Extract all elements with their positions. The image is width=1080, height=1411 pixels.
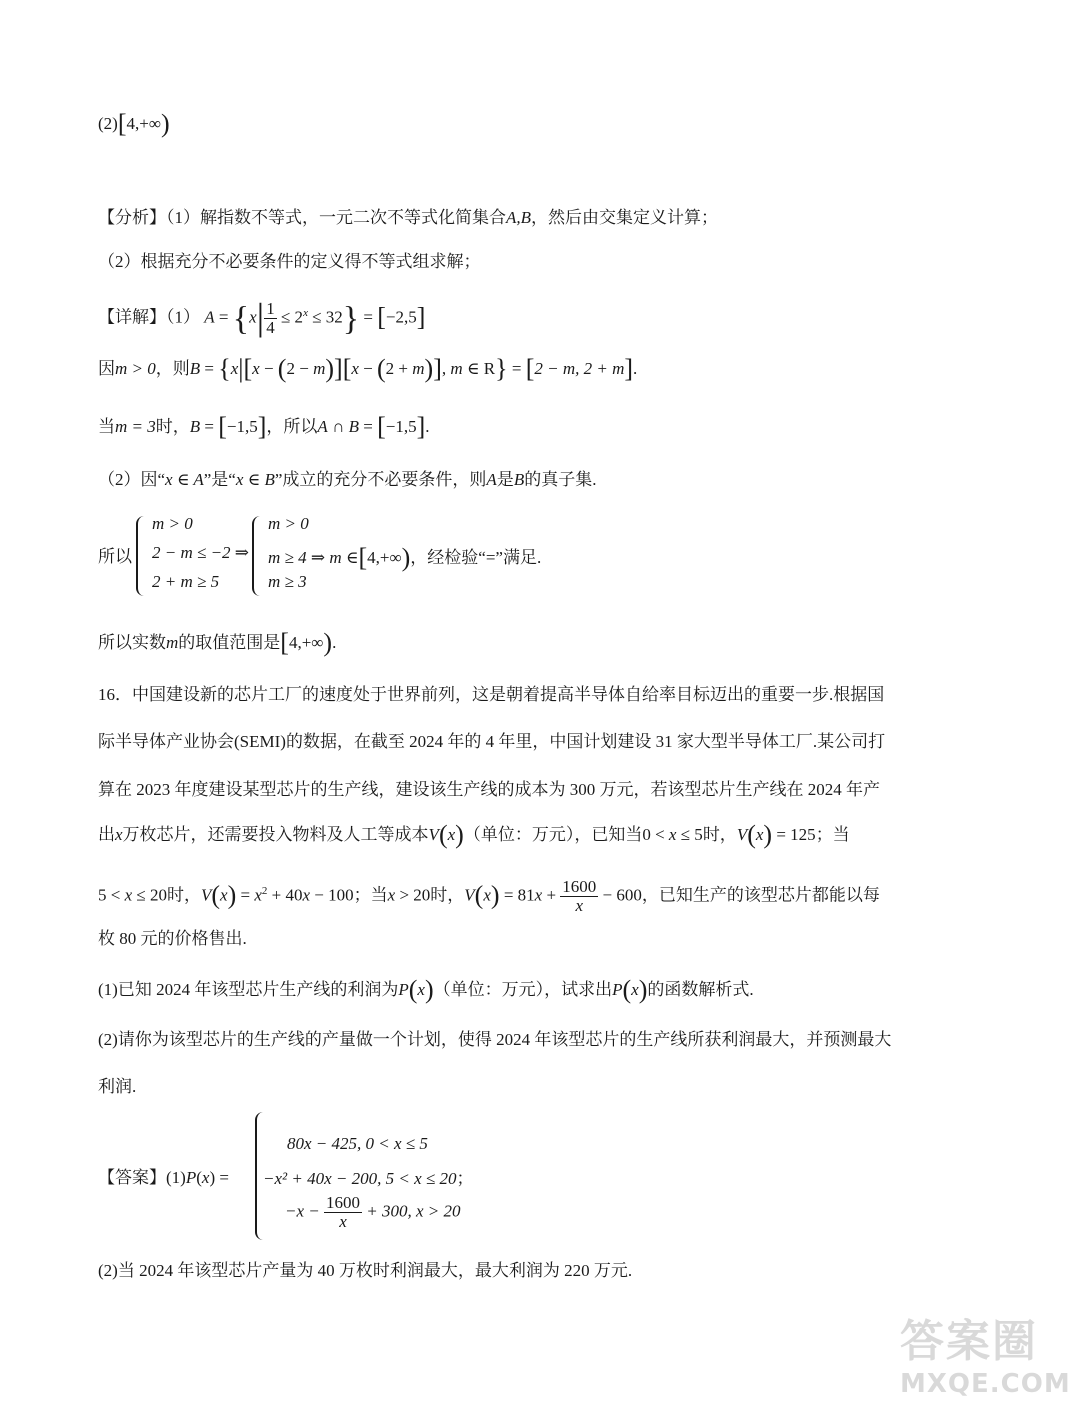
q16-l4-e: ；当 [815, 825, 850, 844]
q16-text-2: 际半导体产业协会(SEMI)的数据，在截至 2024 年的 4 年里，中国计划建设 31 家大型半导体工厂.某公司打 [98, 732, 886, 751]
q16-sub1-b: （单位：万元），试求出 [433, 980, 613, 999]
watermark [900, 1305, 1070, 1405]
system-1 [136, 514, 266, 600]
q16-sub1-c: 的函数解析式. [647, 980, 754, 999]
q16-line-1 [98, 683, 884, 707]
detail-set-b: 因m > 0，则B = {x|[x − (2 − m)][x − (2 + m)], m ∈ R} = [2 − m, 2 + m]. [98, 354, 638, 383]
answer-piecewise [255, 1112, 495, 1242]
detail-m3: 当m = 3时，B = [−1,5]，所以A ∩ B = [−1,5]. [98, 412, 430, 441]
answer-case-1: 80x − 425, 0 < x ≤ 5 [287, 1134, 428, 1153]
analysis-sets: A,B [506, 208, 532, 227]
answer-part1: (1) [166, 1168, 186, 1187]
q16-text-6: 枚 80 元的价格售出. [98, 929, 247, 948]
q16-l5-e: ，已知生产的该型芯片都能以每 [641, 885, 880, 905]
system-2-row-2-text: m ≥ 4 ⇒ m ∈ [268, 548, 359, 567]
q16-sub2-text-2: 利润. [98, 1077, 137, 1096]
answer-prefix: 【答案】(1)P(x) = [98, 1168, 229, 1187]
set-b-prefix: 因 [98, 359, 115, 378]
answer-case-2-text: −x² + 40x − 200, 5 < x ≤ 20 [263, 1169, 457, 1188]
detail-tag: 【详解】 [98, 307, 166, 327]
system-interval: 4,+∞ [367, 548, 402, 567]
part2-text-e: 的真子集. [524, 470, 597, 489]
q16-sub1-a: (1)已知 2024 年该型芯片生产线的利润为 [98, 980, 399, 999]
q16-line-2 [98, 730, 885, 754]
q16-text-3: 算在 2023 年度建设某型芯片的生产线，建设该生产线的成本为 300 万元，若该型芯片生产线在 2024 年产 [98, 780, 880, 799]
prev-answer-interval: 4,+∞ [126, 114, 161, 133]
detail-set-a: 【详解】（1） A = {x| $\frac{1}{4}$ ≤ $2^x \le 32\} = [-2,5]$ [98, 296, 426, 339]
analysis-text-end: ，然后由交集定义计算； [531, 208, 719, 227]
detail-part2 [98, 468, 596, 492]
final-interval: 4,+∞ [288, 633, 324, 652]
detail-part1-label: （1） [166, 307, 200, 327]
answer-case-3-text: + 300, x > 20 [366, 1201, 461, 1221]
set-a-result: −2,5 [385, 307, 417, 327]
system-prefix [98, 545, 132, 569]
q16-line-3 [98, 778, 880, 802]
q16-line-4: 出x万枚芯片，还需要投入物料及人工等成本V(x)（单位：万元），已知当0 < x ≤ 5时，V(x) = 125；当 [98, 820, 850, 849]
q16-l5-b: 时， [166, 885, 201, 905]
analysis-line-1 [98, 206, 718, 230]
q16-l4-a: 出 [98, 825, 115, 844]
answer-case-2 [263, 1164, 473, 1189]
answer-part2 [98, 1259, 632, 1283]
q16-l5-d: 时， [430, 885, 465, 905]
q16-l5-c: ；当 [353, 885, 388, 905]
system-2-row-2: m ≥ 4 ⇒ m ∈[4,+∞)，经检验“=”满足. [268, 543, 542, 572]
m3-intersection: −1,5 [385, 417, 417, 436]
system-prefix-text: 所以 [98, 547, 132, 566]
final-mid: 的取值范围是 [178, 633, 281, 652]
set-b-mid: ，则 [155, 359, 190, 378]
part2-x-in-a: x ∈ A [165, 470, 204, 489]
answer-tag: 【答案】 [98, 1168, 166, 1187]
answer-part2-text: (2)当 2024 年该型芯片产量为 40 万枚时利润最大，最大利润为 220 万元. [98, 1261, 633, 1280]
set-b-result: 2 − m, 2 + m [534, 359, 625, 378]
part2-text-a: （2）因“ [98, 470, 166, 489]
part2-x-in-b: x ∈ B [235, 470, 275, 489]
watermark-top: 答案圈 [900, 1316, 1038, 1367]
q16-line-5: 5 < x ≤ 20时，$V(x) = x^2 + 40x - 100$；当x > 20时，V(x) = 81x + $\frac{1600}{x}$ − 600，已知生产的该型芯片都能以每 [98, 877, 880, 916]
m3-set-b: −1,5 [226, 417, 258, 436]
watermark-bottom: MXQE.COM [900, 1369, 1071, 1399]
system-suffix: ，经检验“=”满足. [410, 548, 542, 567]
set-b-cond: m > 0 [115, 359, 156, 378]
part2-text-d: 是 [496, 470, 514, 489]
system-1-row-3: 2 + m ≥ 5 [152, 572, 220, 591]
part2-text-c: ”成立的充分不必要条件，则 [274, 470, 487, 489]
q16-line-6 [98, 927, 247, 951]
part2-a: A [486, 470, 497, 489]
system-2-row-3: m ≥ 3 [268, 572, 307, 591]
analysis-line-2 [98, 250, 481, 274]
system-1-row-2: 2 − m ≤ −2 ⇒ [152, 543, 250, 562]
m3-so: ，所以 [266, 417, 318, 436]
analysis-tag: 【分析】 [98, 208, 166, 227]
q16-l4-d: 时， [702, 825, 737, 844]
q16-text-1: 中国建设新的芯片工厂的速度处于世界前列，这是朝着提高半导体自给率目标迈出的重要一步.根据国 [132, 685, 885, 704]
final-prefix: 所以实数 [98, 633, 166, 652]
q16-number: 16． [98, 685, 132, 704]
prev-answer-2: (2)[4,+∞) [98, 109, 170, 138]
analysis-text: （1）解指数不等式，一元二次不等式化简集合 [166, 208, 506, 227]
system-2-row-1: m > 0 [268, 514, 309, 533]
q16-l4-b: 万枚芯片，还需要投入物料及人工等成本 [122, 825, 429, 844]
final-m: m [166, 633, 179, 652]
q16-sub1: (1)已知 2024 年该型芯片生产线的利润为P(x)（单位：万元），试求出P(x)的函数解析式. [98, 975, 754, 1004]
analysis-line-2-text: （2）根据充分不必要条件的定义得不等式组求解； [98, 252, 481, 271]
q16-sub2-text-1: (2)请你为该型芯片的生产线的产量做一个计划，使得 2024 年该型芯片的生产线所获利润最大，并预测最大 [98, 1030, 892, 1049]
system-1-row-1: m > 0 [152, 514, 193, 533]
detail-final: 所以实数m的取值范围是[4,+∞). [98, 628, 337, 657]
system-2 [252, 514, 542, 600]
m3-prefix: 当 [98, 417, 115, 436]
m3-cond: m = 3 [115, 417, 156, 436]
part2-text-b: ”是“ [203, 470, 236, 489]
q16-sub2-line-2 [98, 1075, 136, 1099]
q16-l4-c: （单位：万元），已知当 [463, 825, 643, 844]
m3-mid: 时， [155, 417, 190, 436]
q16-sub2-line-1 [98, 1028, 891, 1052]
answer-case-3: −x − $\frac{1600}{x}$ + 300, x > 20 [285, 1193, 461, 1231]
part2-b: B [513, 470, 525, 489]
prev-answer-label: (2) [98, 114, 118, 133]
answer-semicolon: ； [456, 1169, 474, 1188]
